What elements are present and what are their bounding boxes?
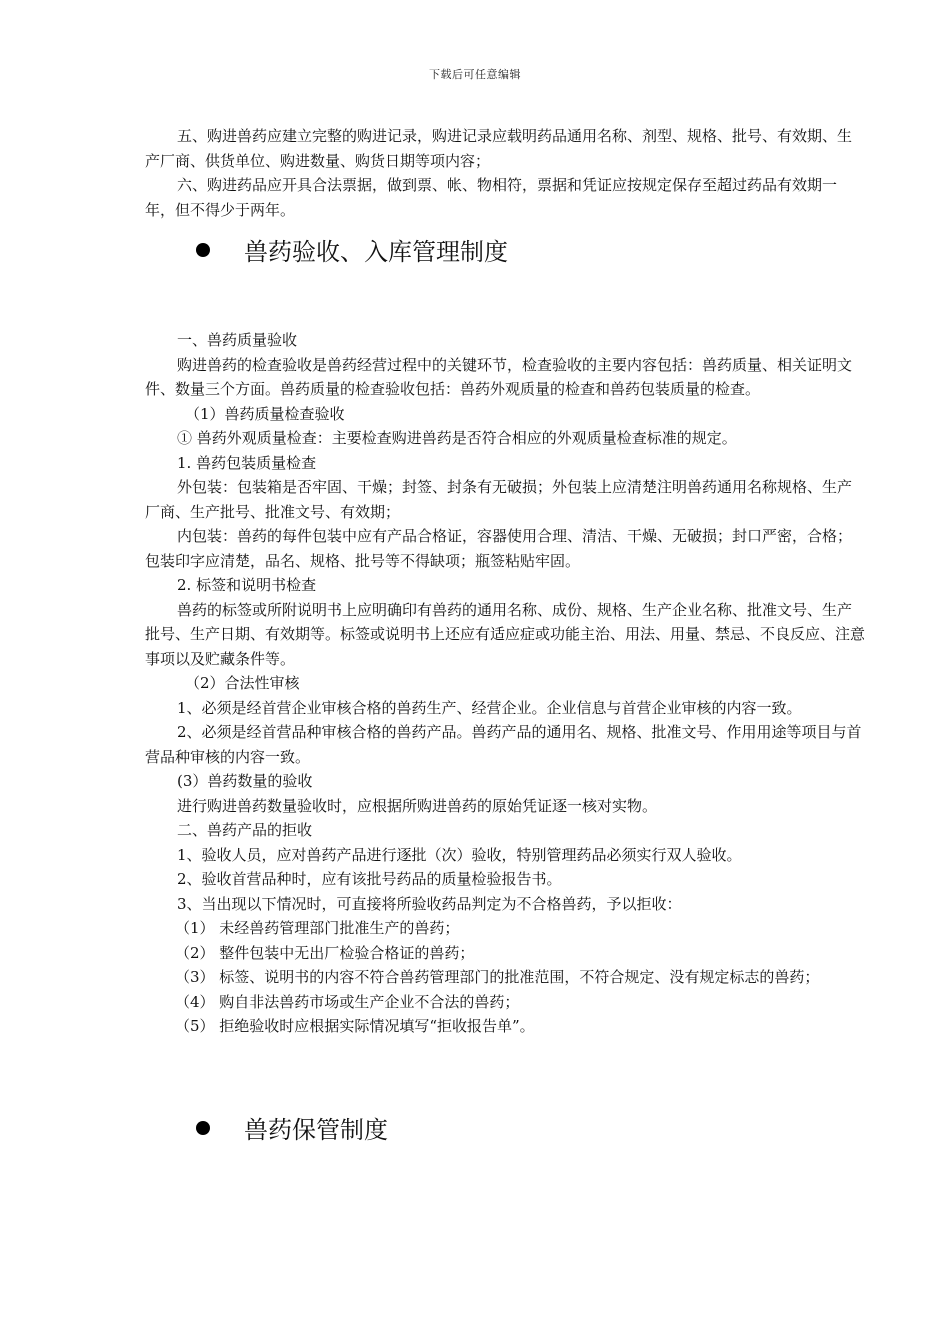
paragraph: （2）合法性审核 [185,674,300,692]
paragraph: 2、验收首营品种时，应有该批号药品的质量检验报告书。 [177,870,562,888]
section-heading-acceptance [196,232,508,267]
section-heading-text: 兽药验收、入库管理制度 [244,238,508,266]
paragraph: （5） 拒绝验收时应根据实际情况填写“拒收报告单”。 [175,1017,535,1035]
section-heading-text: 兽药保管制度 [244,1116,388,1144]
paragraph: （1） 未经兽药管理部门批准生产的兽药； [175,919,460,937]
paragraph: 五、购进兽药应建立完整的购进记录，购进记录应载明药品通用名称、剂型、规格、批号、有效期、生产厂商、供货单位、购进数量、购货日期等项内容； [145,127,853,170]
paragraph: 1、必须是经首营企业审核合格的兽药生产、经营企业。企业信息与首营企业审核的内容一致。 [177,698,802,717]
paragraph: （1）兽药质量检查验收 [185,404,345,423]
section-heading-storage [196,1110,388,1145]
section-purchase-records [145,124,865,222]
paragraph: ① 兽药外观质量检查：主要检查购进兽药是否符合相应的外观质量检查标准的规定。 [177,429,737,447]
paragraph: 1. 兽药包装质量检查 [177,453,317,472]
bullet-icon [196,243,210,257]
paragraph: 外包装：包装箱是否牢固、干燥；封签、封条有无破损；外包装上应清楚注明兽药通用名称规格、生产厂商、生产批号、批准文号、有效期； [145,478,853,521]
paragraph: 兽药的标签或所附说明书上应明确印有兽药的通用名称、成份、规格、生产企业名称、批准文号、生产批号、生产日期、有效期等。标签或说明书上还应有适应症或功能主治、用法、用量、禁忌、不良反应、注意事项以及贮藏条件等。 [145,600,866,668]
paragraph: (3）兽药数量的验收 [177,772,313,790]
paragraph: （4） 购自非法兽药市场或生产企业不合法的兽药； [175,992,520,1011]
paragraph: （2） 整件包装中无出厂检验合格证的兽药； [175,943,475,962]
page-header: 下载后可任意编辑 [429,68,521,81]
paragraph: 六、购进药品应开具合法票据，做到票、帐、物相符，票据和凭证应按规定保存至超过药品有效期一年，但不得少于两年。 [145,176,838,219]
paragraph: 1、验收人员，应对兽药产品进行逐批（次）验收，特别管理药品必须实行双人验收。 [177,845,742,864]
paragraph: 二、兽药产品的拒收 [177,821,313,839]
paragraph: （3） 标签、说明书的内容不符合兽药管理部门的批准范围，不符合规定、没有规定标志的兽药； [175,968,820,986]
section-acceptance-body [145,328,865,1039]
paragraph: 2. 标签和说明书检查 [177,576,317,594]
paragraph: 2、必须是经首营品种审核合格的兽药产品。兽药产品的通用名、规格、批准文号、作用用途等项目与首营品种审核的内容一致。 [145,723,862,766]
paragraph: 一、兽药质量验收 [177,331,298,349]
paragraph: 进行购进兽药数量验收时，应根据所购进兽药的原始凭证逐一核对实物。 [177,796,658,815]
paragraph: 购进兽药的检查验收是兽药经营过程中的关键环节，检查验收的主要内容包括：兽药质量、相关证明文件、数量三个方面。兽药质量的检查验收包括：兽药外观质量的检查和兽药包装质量的检查。 [145,355,853,398]
paragraph: 3、当出现以下情况时，可直接将所验收药品判定为不合格兽药，予以拒收： [177,894,682,913]
bullet-icon [196,1121,210,1135]
paragraph: 内包装：兽药的每件包装中应有产品合格证，容器使用合理、清洁、干燥、无破损；封口严密，合格；包装印字应清楚，品名、规格、批号等不得缺项；瓶签粘贴牢固。 [145,527,853,570]
